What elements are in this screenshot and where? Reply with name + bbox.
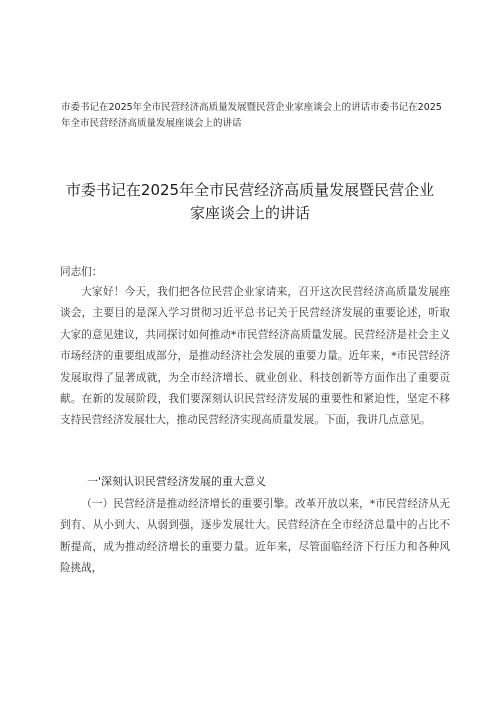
- section-heading-1: 一'深刻认识民营经济发展的重大意义: [87, 475, 267, 488]
- salutation: 同志们：: [60, 266, 103, 278]
- document-header-title: 市委书记在2025年全市民营经济高质量发展暨民营企业家座谈会上的讲话市委书记在2025年全市民营经济高质量发展座谈会上的讲话: [61, 102, 442, 129]
- paragraph-opening: 大家好！今天，我们把各位民营企业家请来，召开这次民营经济高质量发展座谈会，主要目的是深入学习贯彻习近平总书记关于民营经济发展的重要论述，听取大家的意见建议，共同探讨如何推动*市民营经济高质量发展。民营经济是社会主义市场经济的重要组成部分，是推动经济社会发展的重要力量。近年来，*市民营经济发展取得了显著成就，为全市经济增长、就业创业、科技创新等方面作出了重要贡献。在新的发展阶段，我们要深刻认识民营经济发展的重要性和紧迫性，坚定不移支持民营经济发展壮大，推动民营经济实现高质量发展。下面，我讲几点意见。: [60, 286, 450, 427]
- main-title: [40, 179, 460, 225]
- paragraph-section-1-1: （一）民营经济是推动经济增长的重要引擎。改革开放以来，*市民营经济从无到有、从小到大、从弱到强，逐步发展壮大。民营经济在全市经济总量中的占比不断提高，成为推动经济增长的重要力量。近年来，尽管面临经济下行压力和各种风险挑战，: [60, 498, 450, 575]
- main-title-line-2: 家座谈会上的讲话: [189, 204, 310, 222]
- main-title-line-1: 市委书记在2025年全市民营经济高质量发展暨民营企业: [65, 181, 435, 199]
